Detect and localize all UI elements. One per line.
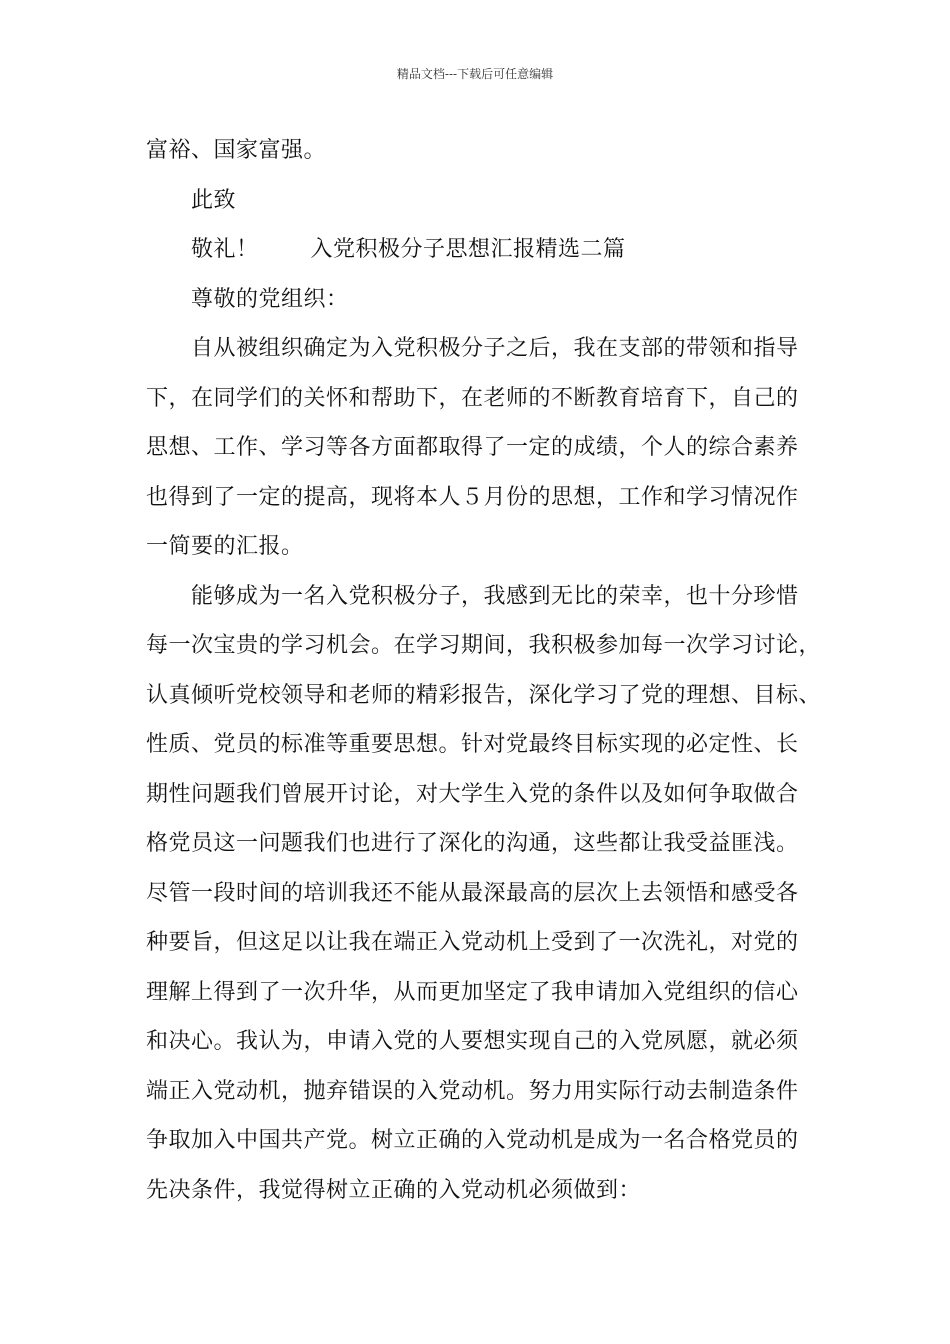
paragraph-line: 端正入党动机，抛弃错误的入党动机。努力用实际行动去制造条件 bbox=[146, 1078, 799, 1104]
page-header: 精品文档---下载后可任意编辑 bbox=[396, 67, 554, 81]
document-body bbox=[146, 126, 836, 1215]
paragraph-line: 也得到了一定的提高，现将本人５月份的思想，工作和学习情况作 bbox=[146, 484, 799, 510]
greeting: 尊敬的党组织： bbox=[191, 286, 349, 312]
paragraph-line: 先决条件，我觉得树立正确的入党动机必须做到： bbox=[146, 1177, 642, 1203]
document-title: 入党积极分子思想汇报精选二篇 bbox=[310, 237, 626, 262]
paragraph-line: 理解上得到了一次升华，从而更加坚定了我申请加入党组织的信心 bbox=[146, 979, 799, 1005]
paragraph-line: 尽管一段时间的培训我还不能从最深最高的层次上去领悟和感受各 bbox=[146, 880, 799, 906]
paragraph-line: 一简要的汇报。 bbox=[146, 534, 304, 559]
closing-line bbox=[146, 225, 836, 275]
paragraph-line: 每一次宝贵的学习机会。在学习期间，我积极参加每一次学习讨论， bbox=[146, 633, 822, 658]
paragraph-line: 格党员这一问题我们也进行了深化的沟通，这些都让我受益匪浅。 bbox=[146, 831, 799, 856]
paragraph-line: 争取加入中国共产党。树立正确的入党动机是成为一名合格党员的 bbox=[146, 1128, 799, 1153]
paragraph-line: 自从被组织确定为入党积极分子之后，我在支部的带领和指导 bbox=[191, 336, 799, 361]
paragraph-line: 期性问题我们曾展开讨论，对大学生入党的条件以及如何争取做合 bbox=[146, 781, 799, 807]
paragraph-line: 性质、党员的标准等重要思想。针对党最终目标实现的必定性、长 bbox=[146, 732, 799, 757]
closing-regards: 敬礼！ bbox=[191, 237, 259, 262]
paragraph-line: 下，在同学们的关怀和帮助下，在老师的不断教育培育下，自己的 bbox=[146, 385, 799, 411]
closing-salutation: 此致 bbox=[191, 187, 237, 213]
paragraph-line: 思想、工作、学习等各方面都取得了一定的成绩，个人的综合素养 bbox=[146, 435, 799, 460]
paragraph-line: 能够成为一名入党积极分子，我感到无比的荣幸，也十分珍惜 bbox=[191, 583, 799, 609]
paragraph-line: 种要旨，但这足以让我在端正入党动机上受到了一次洗礼，对党的 bbox=[146, 930, 799, 955]
paragraph-line: 认真倾听党校领导和老师的精彩报告，深化学习了党的理想、目标、 bbox=[146, 682, 822, 708]
paragraph-line: 和决心。我认为，申请入党的人要想实现自己的入党夙愿，就必须 bbox=[146, 1029, 799, 1054]
paragraph-line: 富裕、国家富强。 bbox=[146, 138, 327, 163]
